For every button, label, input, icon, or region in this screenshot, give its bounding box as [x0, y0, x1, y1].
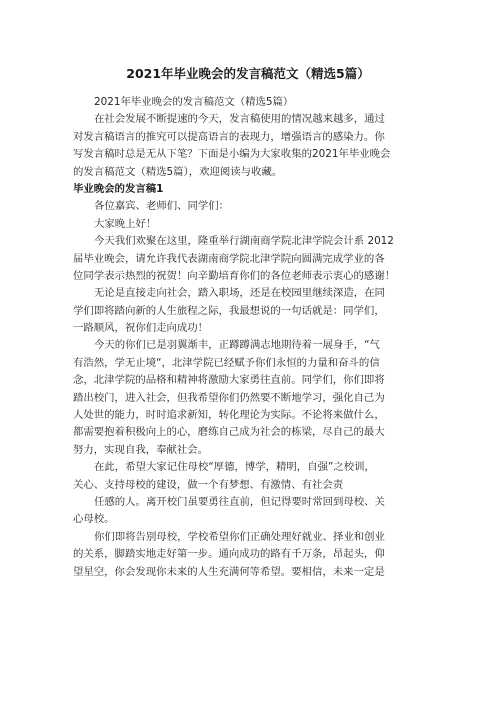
body-line: 人处世的能力，时时追求新知，转化理论为实际。不论将来做什么， — [73, 409, 385, 422]
intro-line: 写发言稿时总是无从下笔？下面是小编为大家收集的2021年毕业晚会 — [73, 148, 391, 161]
greeting-line: 大家晚上好！ — [94, 217, 157, 230]
body-line: 一路顺风，祝你们走向成功！ — [73, 322, 209, 335]
body-line: 的关系，脚踏实地走好第一步。通向成功的路有千万条，昂起头，仰 — [73, 548, 385, 561]
body-line: 心母校。 — [73, 513, 115, 526]
body-line: 努力，实现自我，奉献社会。 — [73, 443, 209, 456]
body-line: 位同学表示热烈的祝贺！向辛勤培育你们的各位老师表示衷心的感谢！ — [73, 269, 396, 282]
intro-line: 在社会发展不断提速的今天，发言稿使用的情况越来越多，通过 — [94, 113, 385, 126]
body-line: 今天我们欢聚在这里，隆重举行湖南商学院北津学院会计系 2012 — [94, 235, 394, 248]
body-line: 你们即将告别母校，学校希望你们正确处理好就业、择业和创业 — [94, 530, 385, 543]
intro-line: 对发言稿语言的推究可以提高语言的表现力，增强语言的感染力。你 — [73, 130, 385, 143]
greeting-line: 各位嘉宾、老师们、同学们： — [94, 200, 230, 213]
body-line: 届毕业晚会，请允许我代表湖南商学院北津学院向圆满完成学业的各 — [73, 252, 385, 265]
body-line: 在此，希望大家记住母校“厚德，博学，精明，自强”之校训， — [94, 461, 375, 474]
body-line: 学们即将踏向新的人生旅程之际，我最想说的一句话就是：同学们， — [73, 304, 385, 317]
body-line: 有浩然，学无止境“，北津学院已经赋予你们永恒的力量和奋斗的信 — [73, 356, 380, 369]
subtitle-line: 2021年毕业晚会的发言稿范文（精选5篇） — [94, 96, 294, 108]
body-line: 都需要抱着积极向上的心，磨练自己成为社会的栋梁，尽自己的最大 — [73, 426, 385, 439]
intro-line: 的发言稿范文（精选5篇），欢迎阅读与收藏。 — [73, 165, 283, 178]
body-line: 关心、支持母校的建设，做一个有梦想、有激情、有社会责 — [73, 478, 344, 491]
body-line: 任感的人。离开校门虽要勇往直前，但记得要时常回到母校、关 — [94, 495, 385, 508]
body-line: 念，北津学院的品格和精神将激励大家勇往直前。同学们，你们即将 — [73, 374, 385, 387]
body-line: 今天的你们已是羽翼渐丰，正蹲蹲满志地期待着一展身手，“气 — [94, 339, 380, 352]
body-line: 望星空，你会发现你未来的人生充满何等希望。要相信，未来一定是 — [73, 565, 385, 578]
section-heading: 毕业晚会的发言稿1 — [73, 182, 164, 195]
body-line: 无论是直接走向社会，踏入职场，还是在校园里继续深造，在同 — [94, 287, 385, 300]
body-line: 踏出校门，进入社会，但我希望你们仍然要不断地学习，强化自己为 — [73, 391, 385, 404]
document-title: 2021年毕业晚会的发言稿范文（精选5篇） — [126, 66, 370, 81]
document-body — [73, 94, 435, 581]
